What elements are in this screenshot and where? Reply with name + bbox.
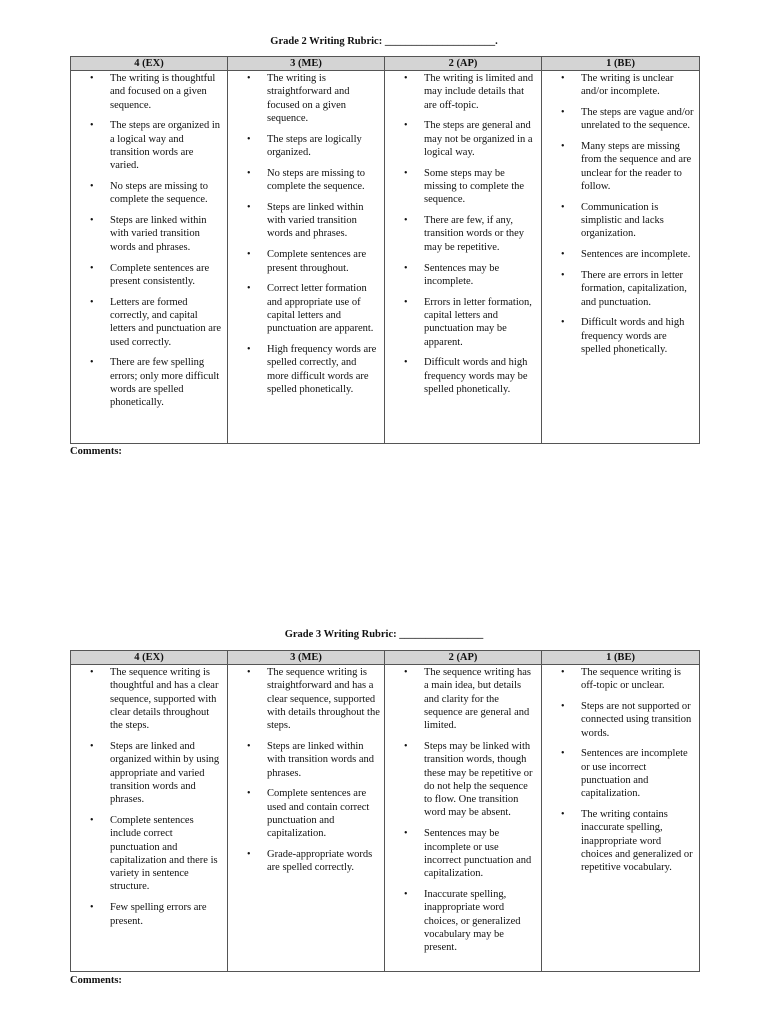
grade3-header-ap: 2 (AP) — [385, 651, 542, 665]
criterion-item: • The writing contains inaccurate spelling, inappropriate word choices and generalized or repetitive vocabulary. — [542, 808, 695, 874]
grade3-header-ex: 4 (EX) — [71, 651, 228, 665]
criterion-item: • There are few spelling errors; only more difficult words are spelled phonetically. — [71, 356, 223, 409]
grade2-rubric-title: Grade 2 Writing Rubric: _____________________. — [270, 36, 498, 47]
criterion-item: • Sentences may be incomplete. — [385, 262, 537, 289]
criterion-item: • Complete sentences are present throughout. — [228, 248, 380, 275]
criterion-item: • The sequence writing is off-topic or unclear. — [542, 666, 695, 693]
criterion-item: • Steps are linked within with varied transition words and phrases. — [71, 214, 223, 254]
criterion-item: • The sequence writing is thoughtful and has a clear sequence, supported with clear details throughout the steps. — [71, 666, 223, 732]
criterion-item: • Sentences are incomplete or use incorrect punctuation and capitalization. — [542, 747, 695, 800]
criterion-item: • Difficult words and high frequency words are spelled phonetically. — [542, 316, 695, 356]
criterion-item: • Steps are linked within with transition words and phrases. — [228, 740, 380, 780]
grade3-cell-ex — [71, 665, 228, 972]
criterion-item: • The writing is limited and may include details that are off-topic. — [385, 72, 537, 112]
criterion-item: • Steps are linked and organized within by using appropriate and varied transition words and phrases. — [71, 740, 223, 806]
grade2-cell-be — [542, 71, 700, 444]
grade3-cell-be — [542, 665, 700, 972]
grade2-header-ap: 2 (AP) — [385, 57, 542, 71]
criterion-item: • Steps may be linked with transition words, though these may be repetitive or do not help the sequence to flow. One transition word may be absent. — [385, 740, 537, 820]
criterion-item: • No steps are missing to complete the sequence. — [228, 167, 380, 194]
grade2-header-row — [71, 57, 700, 71]
grade3-header-row — [71, 651, 700, 665]
criterion-item: • Sentences are incomplete. — [542, 248, 695, 261]
grade2-header-ex: 4 (EX) — [71, 57, 228, 71]
criterion-item: • High frequency words are spelled correctly, and more difficult words are spelled phonetically. — [228, 343, 380, 396]
criterion-item: • There are few, if any, transition words or they may be repetitive. — [385, 214, 537, 254]
grade2-list-me — [228, 71, 384, 396]
grade2-list-be — [542, 71, 699, 356]
grade3-cell-me — [228, 665, 385, 972]
criterion-item: • Letters are formed correctly, and capital letters and punctuation are used correctly. — [71, 296, 223, 349]
grade2-list-ap — [385, 71, 541, 396]
grade2-header-be: 1 (BE) — [542, 57, 700, 71]
criterion-item: • Some steps may be missing to complete the sequence. — [385, 167, 537, 207]
criterion-item: • Correct letter formation and appropriate use of capital letters and punctuation are apparent. — [228, 282, 380, 335]
grade3-rubric-title: Grade 3 Writing Rubric: ________________ — [284, 629, 484, 640]
grade2-rubric-table — [70, 56, 700, 444]
criterion-item: • The writing is unclear and/or incomplete. — [542, 72, 695, 99]
criterion-item: • Many steps are missing from the sequence and are unclear for the reader to follow. — [542, 140, 695, 193]
grade2-rubric — [70, 36, 698, 444]
grade2-cell-me — [228, 71, 385, 444]
grade2-list-ex — [71, 71, 227, 410]
grade2-header-me: 3 (ME) — [228, 57, 385, 71]
criterion-item: • The steps are vague and/or unrelated to the sequence. — [542, 106, 695, 133]
criterion-item: • Steps are not supported or connected using transition words. — [542, 700, 695, 740]
grade3-criteria-row — [71, 665, 700, 972]
grade3-list-be — [542, 665, 699, 875]
criterion-item: • Few spelling errors are present. — [71, 901, 223, 928]
criterion-item: • Difficult words and high frequency words may be spelled phonetically. — [385, 356, 537, 396]
grade3-comments-label: Comments: — [70, 975, 122, 986]
criterion-item: • The sequence writing has a main idea, but details and clarity for the sequence are general and limited. — [385, 666, 537, 732]
grade3-list-ex — [71, 665, 227, 928]
criterion-item: • The writing is thoughtful and focused on a given sequence. — [71, 72, 223, 112]
grade3-list-ap — [385, 665, 541, 954]
grade3-cell-ap — [385, 665, 542, 972]
criterion-item: • The sequence writing is straightforward and has a clear sequence, supported with details throughout the steps. — [228, 666, 380, 732]
criterion-item: • The steps are general and may not be organized in a logical way. — [385, 119, 537, 159]
criterion-item: • Sentences may be incomplete or use incorrect punctuation and capitalization. — [385, 827, 537, 880]
criterion-item: • Complete sentences are present consistently. — [71, 262, 223, 289]
criterion-item: • No steps are missing to complete the sequence. — [71, 180, 223, 207]
grade2-comments-label: Comments: — [70, 446, 122, 457]
criterion-item: • Inaccurate spelling, inappropriate word choices, or generalized vocabulary may be present. — [385, 888, 537, 954]
grade2-cell-ex — [71, 71, 228, 444]
grade3-header-be: 1 (BE) — [542, 651, 700, 665]
criterion-item: • Steps are linked within with varied transition words and phrases. — [228, 201, 380, 241]
criterion-item: • Errors in letter formation, capital letters and punctuation may be apparent. — [385, 296, 537, 349]
criterion-item: • There are errors in letter formation, capitalization, and punctuation. — [542, 269, 695, 309]
criterion-item: • Complete sentences are used and contain correct punctuation and capitalization. — [228, 787, 380, 840]
criterion-item: • The steps are logically organized. — [228, 133, 380, 160]
grade3-rubric — [70, 629, 698, 972]
grade2-criteria-row — [71, 71, 700, 444]
criterion-item: • The writing is straightforward and focused on a given sequence. — [228, 72, 380, 125]
grade3-rubric-table — [70, 650, 700, 972]
grade3-header-me: 3 (ME) — [228, 651, 385, 665]
grade3-list-me — [228, 665, 384, 875]
grade2-cell-ap — [385, 71, 542, 444]
criterion-item: • Communication is simplistic and lacks organization. — [542, 201, 695, 241]
criterion-item: • Grade-appropriate words are spelled correctly. — [228, 848, 380, 875]
criterion-item: • Complete sentences include correct punctuation and capitalization and there is variety in sentence structure. — [71, 814, 223, 894]
criterion-item: • The steps are organized in a logical way and transition words are varied. — [71, 119, 223, 172]
